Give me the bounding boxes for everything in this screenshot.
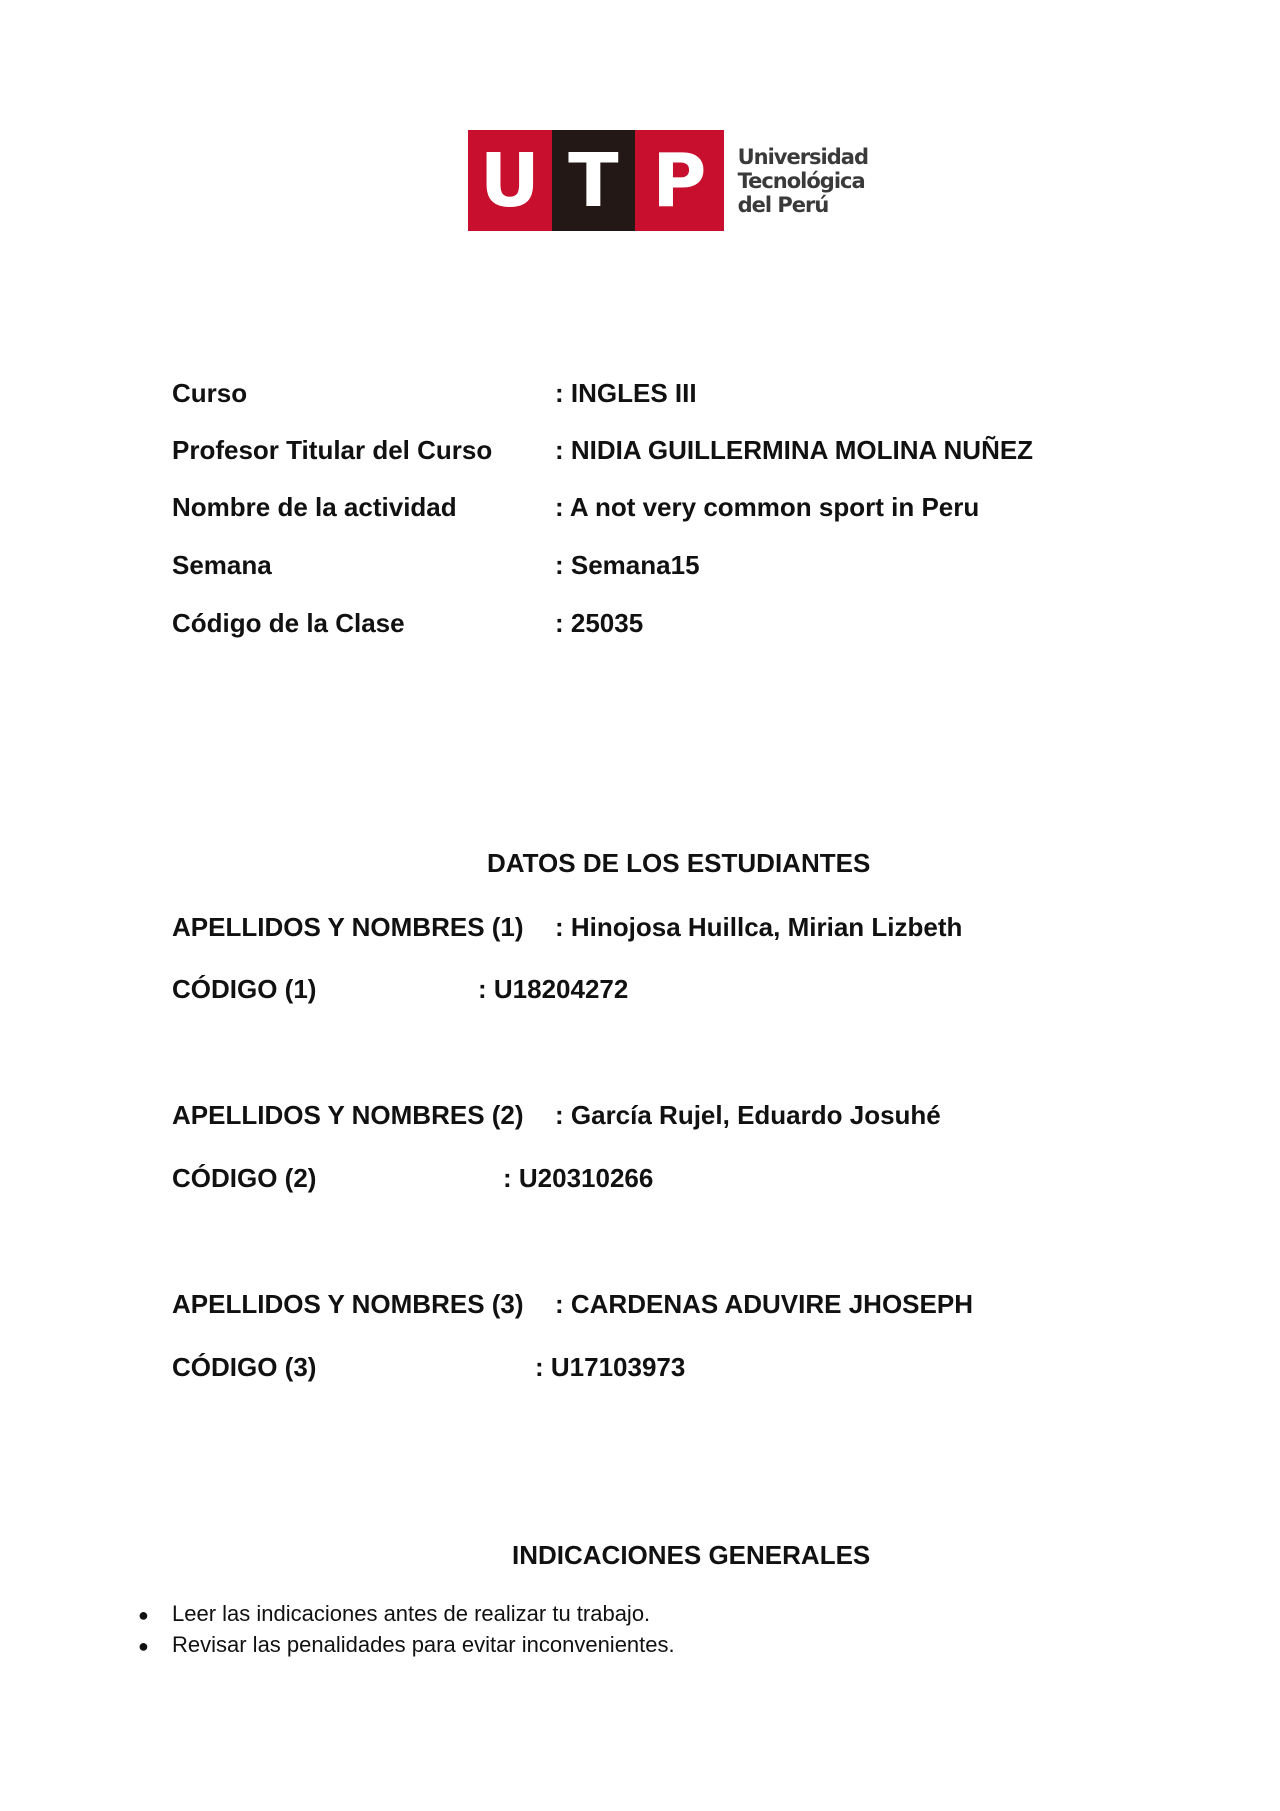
student-1-code-value: : U18204272 [478,974,629,1004]
utp-logo [468,130,868,231]
class-code-value: : 25035 [555,608,644,638]
student-2-code-label: CÓDIGO (2) [172,1163,317,1193]
student-2-name-label: APELLIDOS Y NOMBRES (2) [172,1100,524,1130]
week-label: Semana [172,550,272,580]
bullet-icon: ● [138,1605,149,1625]
week-value: : Semana15 [555,550,700,580]
logo-text-line-1: Universidad [737,144,868,169]
class-code-label: Código de la Clase [172,608,405,638]
logo-letter-u: U [468,130,552,231]
logo-university-name [738,130,868,231]
student-3-code-label: CÓDIGO (3) [172,1352,317,1382]
students-heading: DATOS DE LOS ESTUDIANTES [487,848,871,878]
logo-letter-t: T [552,130,636,231]
indication-text-2: Revisar las penalidades para evitar inconvenientes. [172,1632,675,1657]
student-3-name-label: APELLIDOS Y NOMBRES (3) [172,1289,524,1319]
course-label: Curso [172,378,248,408]
logo-text-line-2: Tecnológica [737,168,865,193]
student-1-name-label: APELLIDOS Y NOMBRES (1) [172,912,524,942]
indications-heading: INDICACIONES GENERALES [512,1540,871,1570]
activity-label: Nombre de la actividad [172,492,457,522]
indications-list [130,1599,675,1661]
professor-value: : NIDIA GUILLERMINA MOLINA NUÑEZ [555,435,1034,465]
professor-label: Profesor Titular del Curso [172,435,493,465]
student-2-code-value: : U20310266 [503,1163,654,1193]
list-item [130,1599,675,1630]
logo-text-line-3: del Perú [737,192,829,217]
logo-letter-p: P [635,130,723,231]
student-2-name-value: : García Rujel, Eduardo Josuhé [555,1100,941,1130]
bullet-icon: ● [138,1636,149,1656]
indication-text-1: Leer las indicaciones antes de realizar tu trabajo. [172,1601,651,1626]
list-item [130,1630,675,1661]
course-value: : INGLES III [555,378,697,408]
student-3-code-value: : U17103973 [535,1352,686,1382]
student-1-code-label: CÓDIGO (1) [172,974,317,1004]
student-1-name-value: : Hinojosa Huillca, Mirian Lizbeth [555,912,963,942]
activity-value: : A not very common sport in Peru [555,492,980,522]
student-3-name-value: : CARDENAS ADUVIRE JHOSEPH [555,1289,973,1319]
